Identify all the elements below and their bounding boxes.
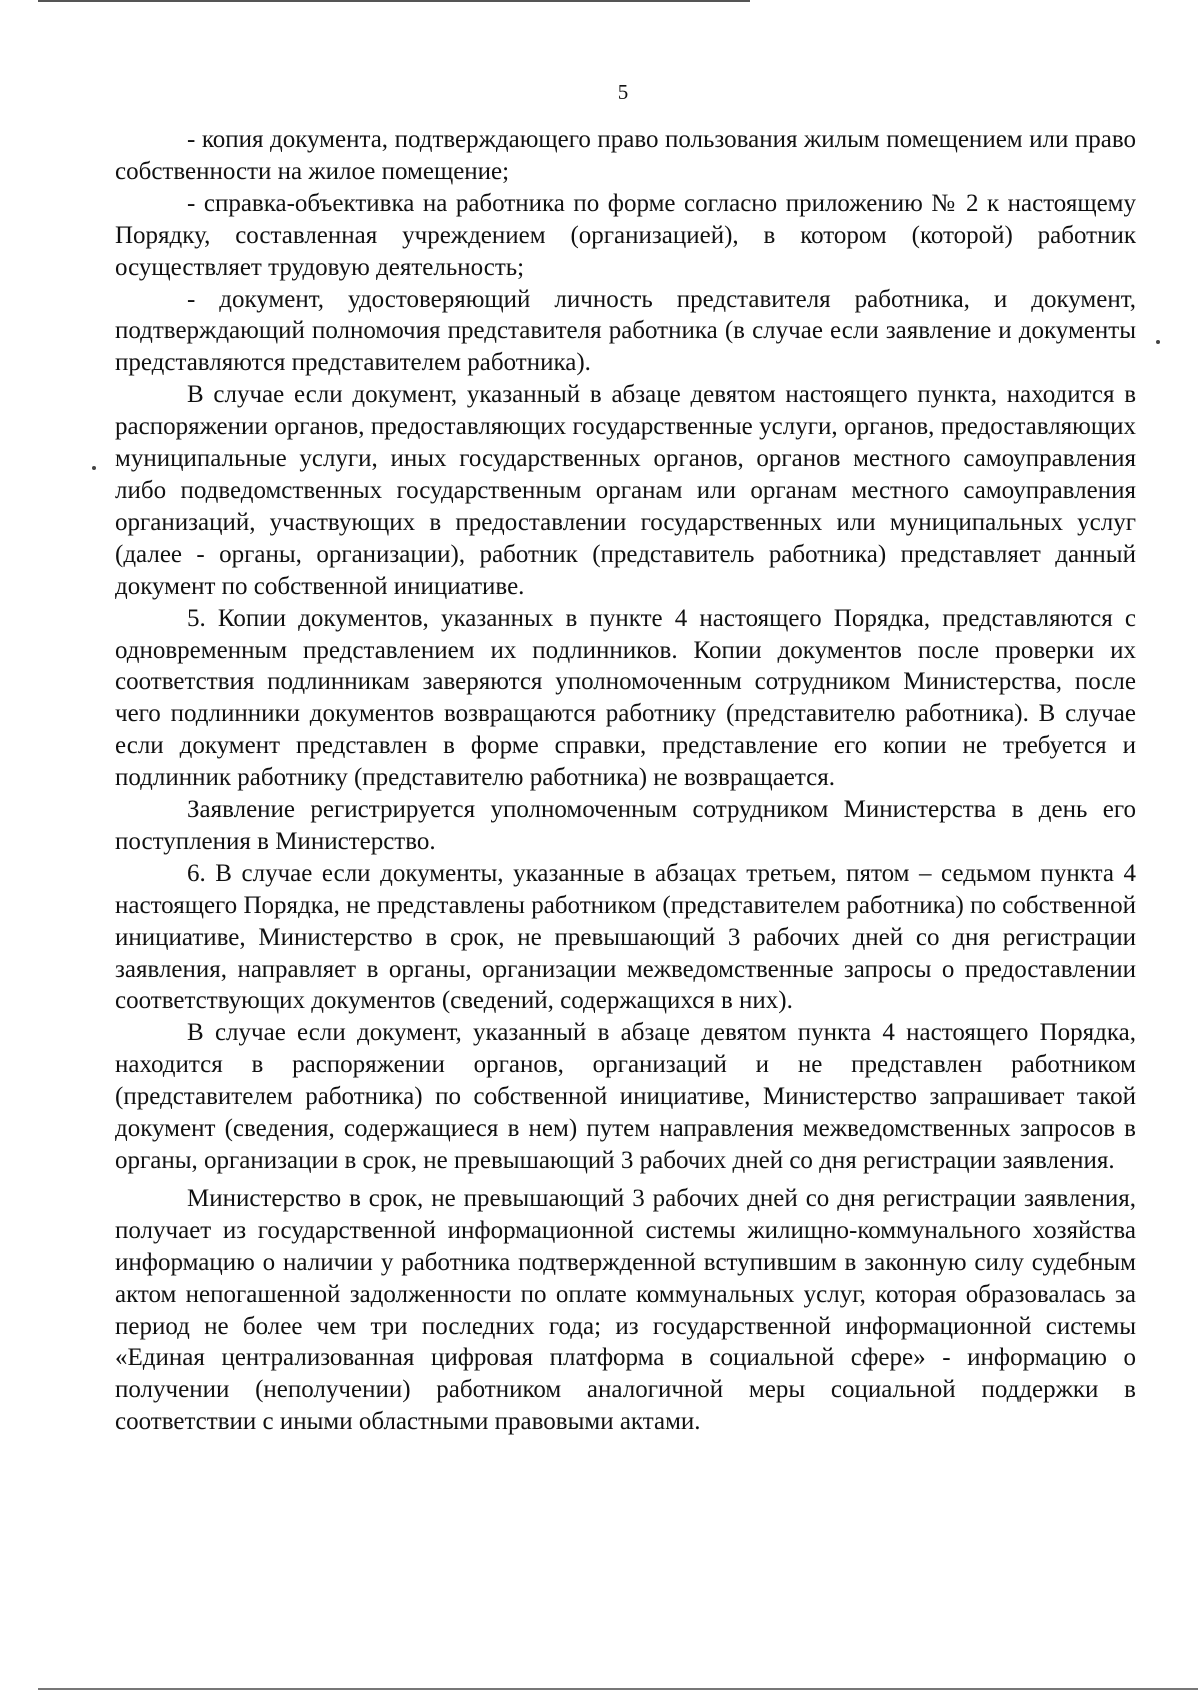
paragraph-employee-reference: - справка-объективка на работника по форме согласно приложению № 2 к настоящему Порядку, составленная учреждением (организацией), в котором (которой) работник осуществляет трудовую деятельность; [115,189,1136,281]
document-body [115,124,1136,1438]
paragraph-ninth-paragraph-document: В случае если документ, указанный в абзаце девятом пункта 4 настоящего Порядка, находится в распоряжении органов, организаций и не представлен работником (представителем работника) по собственной инициативе, Министерство запрашивает такой документ (сведения, содержащиеся в нем) путем направления межведомственных запросов в органы, организации в срок, не превышающий 3 рабочих дней со дня регистрации заявления. [115,1019,1136,1174]
scan-speck [1156,340,1160,344]
scan-bottom-border [38,1688,1198,1690]
paragraph-clause-6-interagency-requests: 6. В случае если документы, указанные в абзацах третьем, пятом – седьмом пункта 4 настоящего Порядка, не представлены работником (представителем работника) по собственной инициативе, Министерство в срок, не превышающий 3 рабочих дней со дня регистрации заявления, направляет в органы, организации межведомственные запросы о предоставлении соответствующих документов (сведений, содержащихся в них). [115,859,1136,1015]
page-number: 5 [617,80,629,104]
paragraph-copy-housing-document: - копия документа, подтверждающего право пользования жилым помещением или право собственности на жилое помещение; [115,126,1136,185]
paragraph-ministry-information-systems: Министерство в срок, не превышающий 3 рабочих дней со дня регистрации заявления, получает из государственной информационной системы жилищно-коммунального хозяйства информацию о наличии у работника подтвержденной вступившим в законную силу судебным актом непогашенной задолженности по оплате коммунальных услуг, которая образовалась за период не более чем три последних года; из государственной информационной системы «Единая централизованная цифровая платформа в социальной сфере» - информацию о получении (неполучении) работником аналогичной меры социальной поддержки в соответствии с иными областными правовыми актами. [115,1184,1136,1436]
scan-top-border [38,0,750,2]
paragraph-document-own-initiative: В случае если документ, указанный в абзаце девятом настоящего пункта, находится в распоряжении органов, предоставляющих государственные услуги, органов, предоставляющих муниципальные услуги, иных государственных органов, органов местного самоуправления либо подведомственных государственным органам или органам местного самоуправления организаций, участвующих в предоставлении государственных или муниципальных услуг (далее - органы, организации), работник (представитель работника) представляет данный документ по собственной инициативе. [115,381,1136,600]
paragraph-representative-identity: - документ, удостоверяющий личность представителя работника, и документ, подтверждающий полномочия представителя работника (в случае если заявление и документы представляются представителем работника). [115,285,1136,377]
scan-speck [92,466,96,470]
paragraph-application-registration: Заявление регистрируется уполномоченным сотрудником Министерства в день его поступления в Министерство. [115,796,1136,855]
paragraph-clause-5-copies: 5. Копии документов, указанных в пункте 4 настоящего Порядка, представляются с одновременным представлением их подлинников. Копии документов после проверки их соответствия подлинникам заверяются уполномоченным сотрудником Министерства, после чего подлинники документов возвращаются работнику (представителю работника). В случае если документ представлен в форме справки, представление его копии не требуется и подлинник работнику (представителю работника) не возвращается. [115,604,1136,792]
